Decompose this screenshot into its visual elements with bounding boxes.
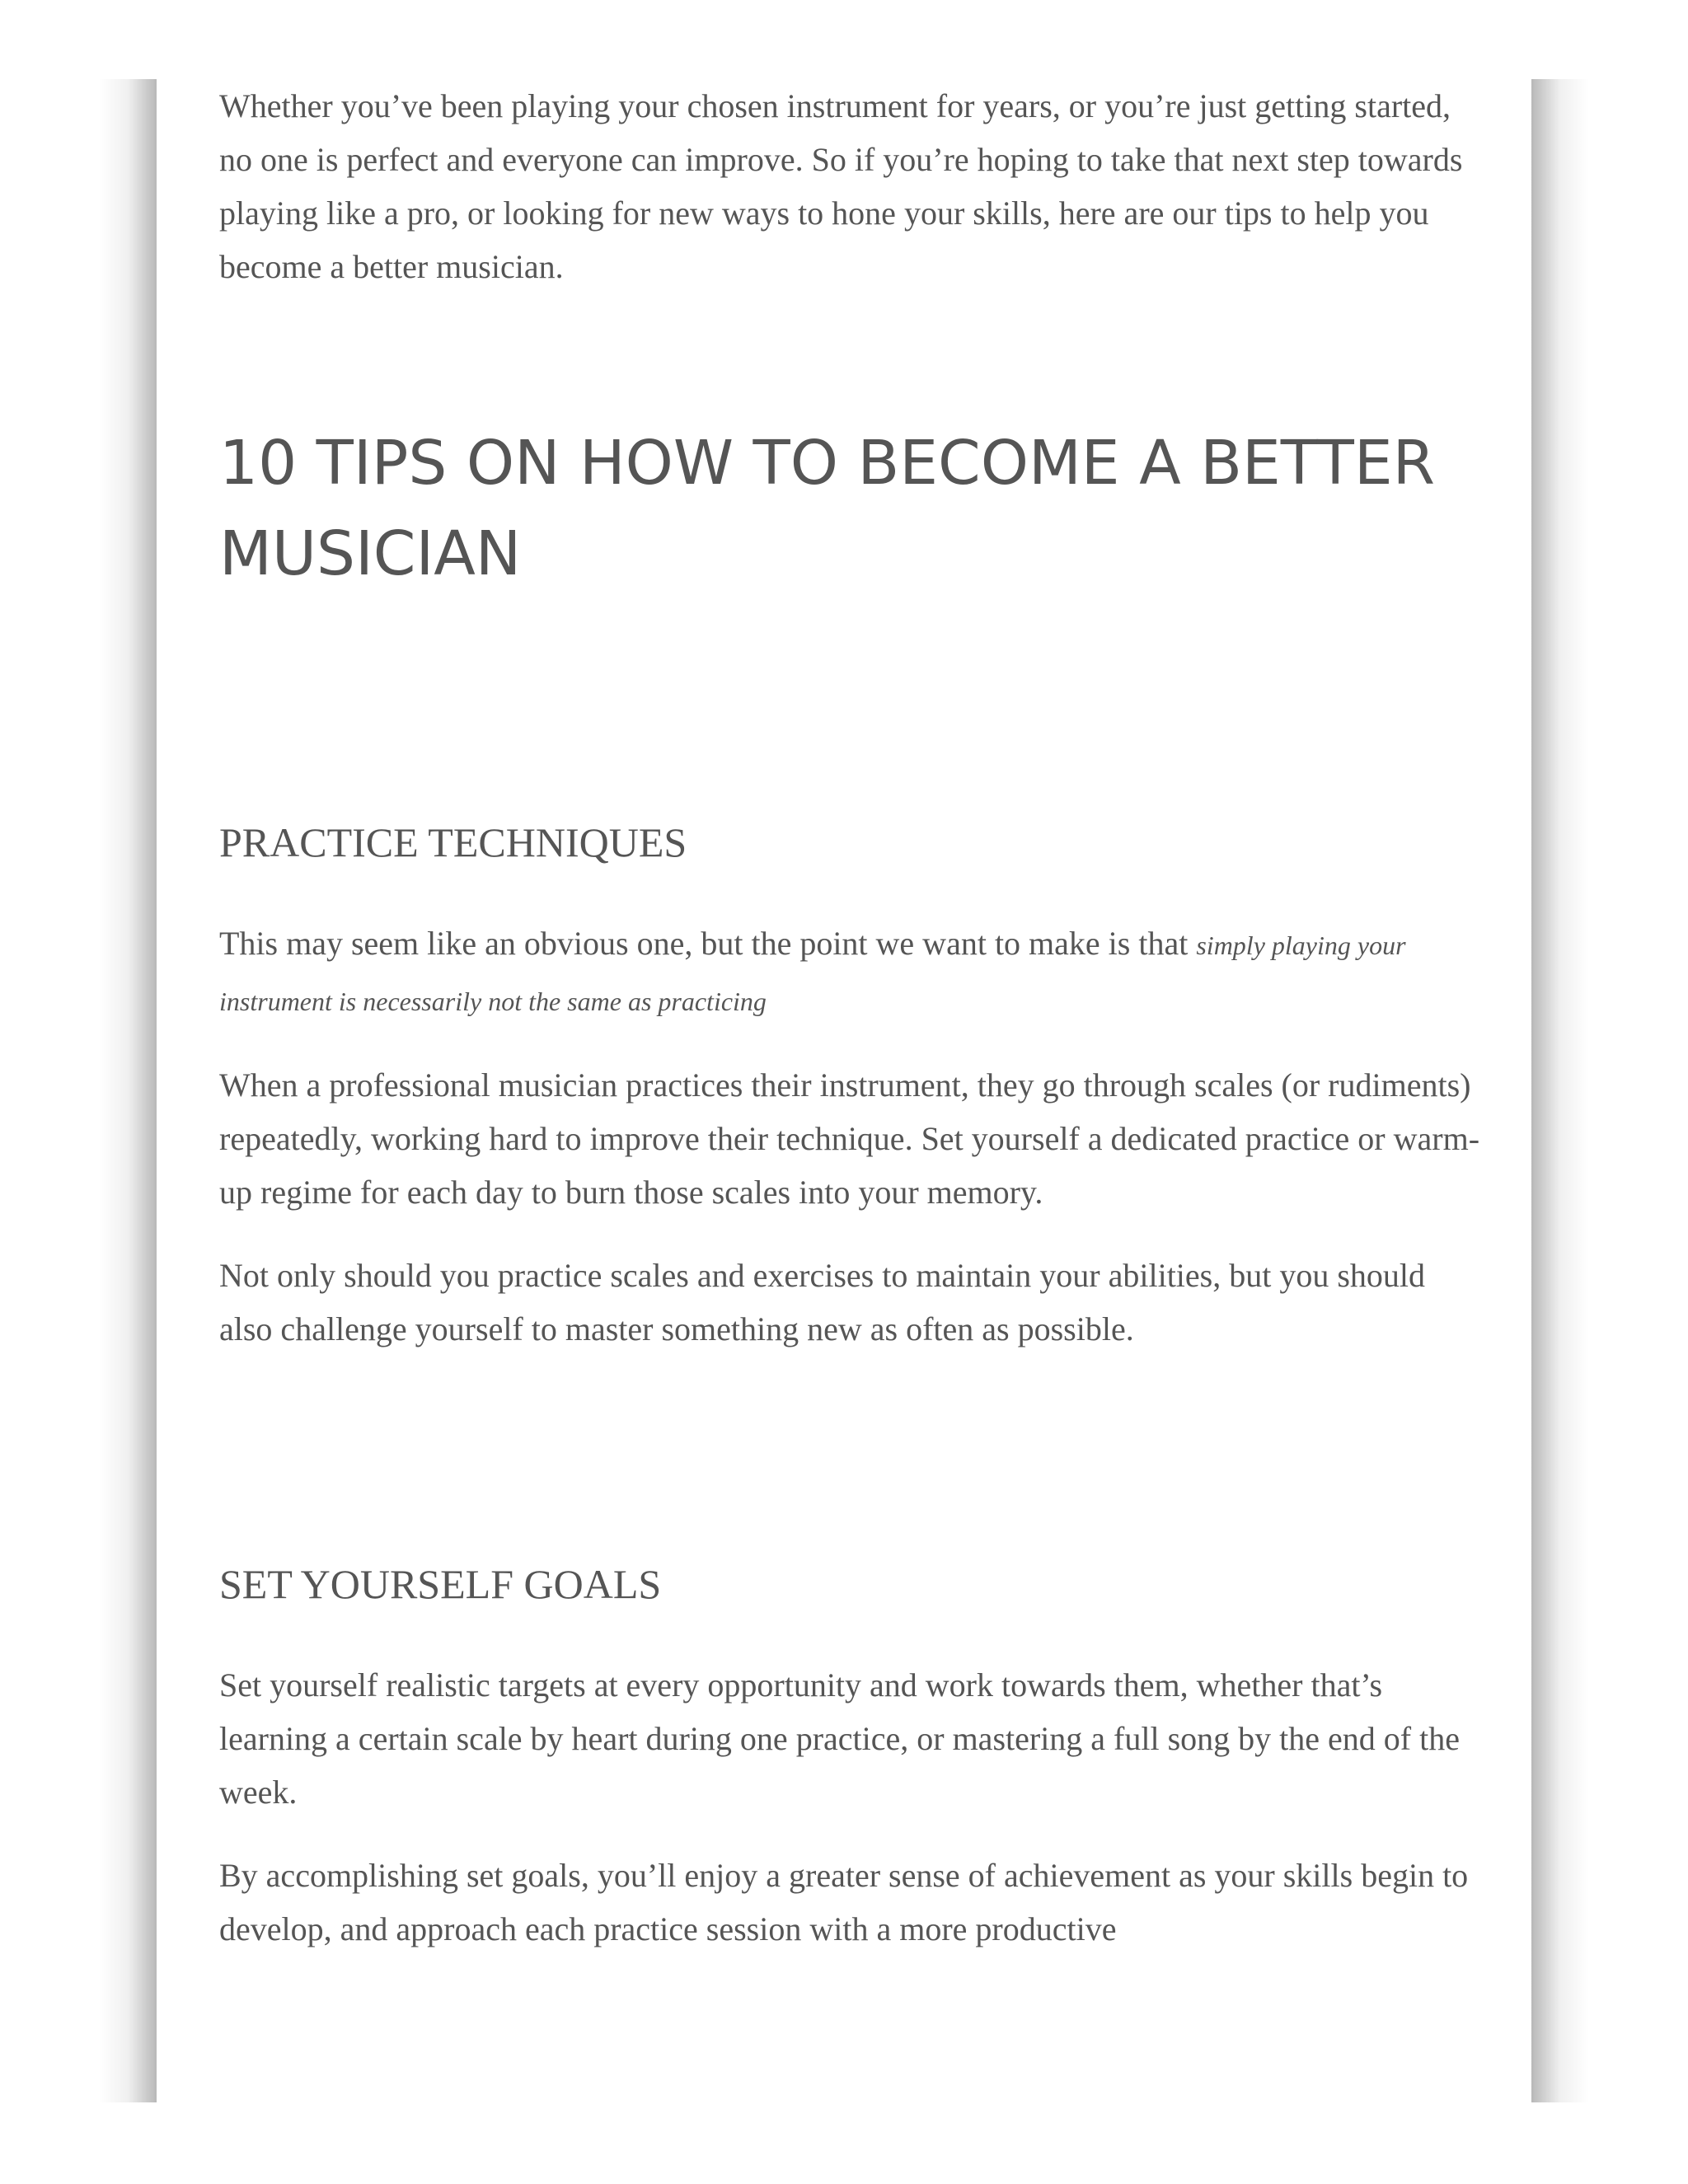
page-shadow-right	[1531, 79, 1589, 2102]
goals-paragraph-2: By accomplishing set goals, you’ll enjoy a greater sense of achievement as your skills begin to develop, and approach each practice session with a more productive	[219, 1857, 1469, 1947]
section-heading-practice: PRACTICE TECHNIQUES	[219, 819, 687, 865]
document-page	[157, 79, 1531, 2102]
article-body	[219, 79, 1480, 1985]
practice-paragraph-1: When a professional musician practices their instrument, they go through scales (or rudiments) repeatedly, working hard to improve their technique. Set yourself a dedicated practice or warm-up regime for each day to burn those scales into your memory.	[219, 1066, 1480, 1211]
practice-lead-emphasis: simply playing your instrument is necessarily not the same as practicing	[219, 930, 1406, 1016]
page-shadow-left	[99, 79, 157, 2102]
practice-paragraph-2: Not only should you practice scales and exercises to maintain your abilities, but you should also challenge yourself to master something new as often as possible.	[219, 1257, 1426, 1347]
section-heading-goals: SET YOURSELF GOALS	[219, 1561, 662, 1607]
intro-paragraph: Whether you’ve been playing your chosen instrument for years, or you’re just getting started, no one is perfect and everyone can improve. So if you’re hoping to take that next step towards playing like a pro, or looking for new ways to hone your skills, here are our tips to help you become a better musician.	[219, 87, 1463, 285]
practice-lead-text: This may seem like an obvious one, but the point we want to make is that	[219, 925, 1197, 962]
practice-lead-paragraph	[219, 916, 1480, 1029]
main-heading: 10 TIPS ON HOW TO BECOME A BETTER MUSICIAN	[219, 428, 1436, 589]
goals-paragraph-1: Set yourself realistic targets at every opportunity and work towards them, whether that’s learning a certain scale by heart during one practice, or mastering a full song by the end of the week.	[219, 1666, 1460, 1811]
